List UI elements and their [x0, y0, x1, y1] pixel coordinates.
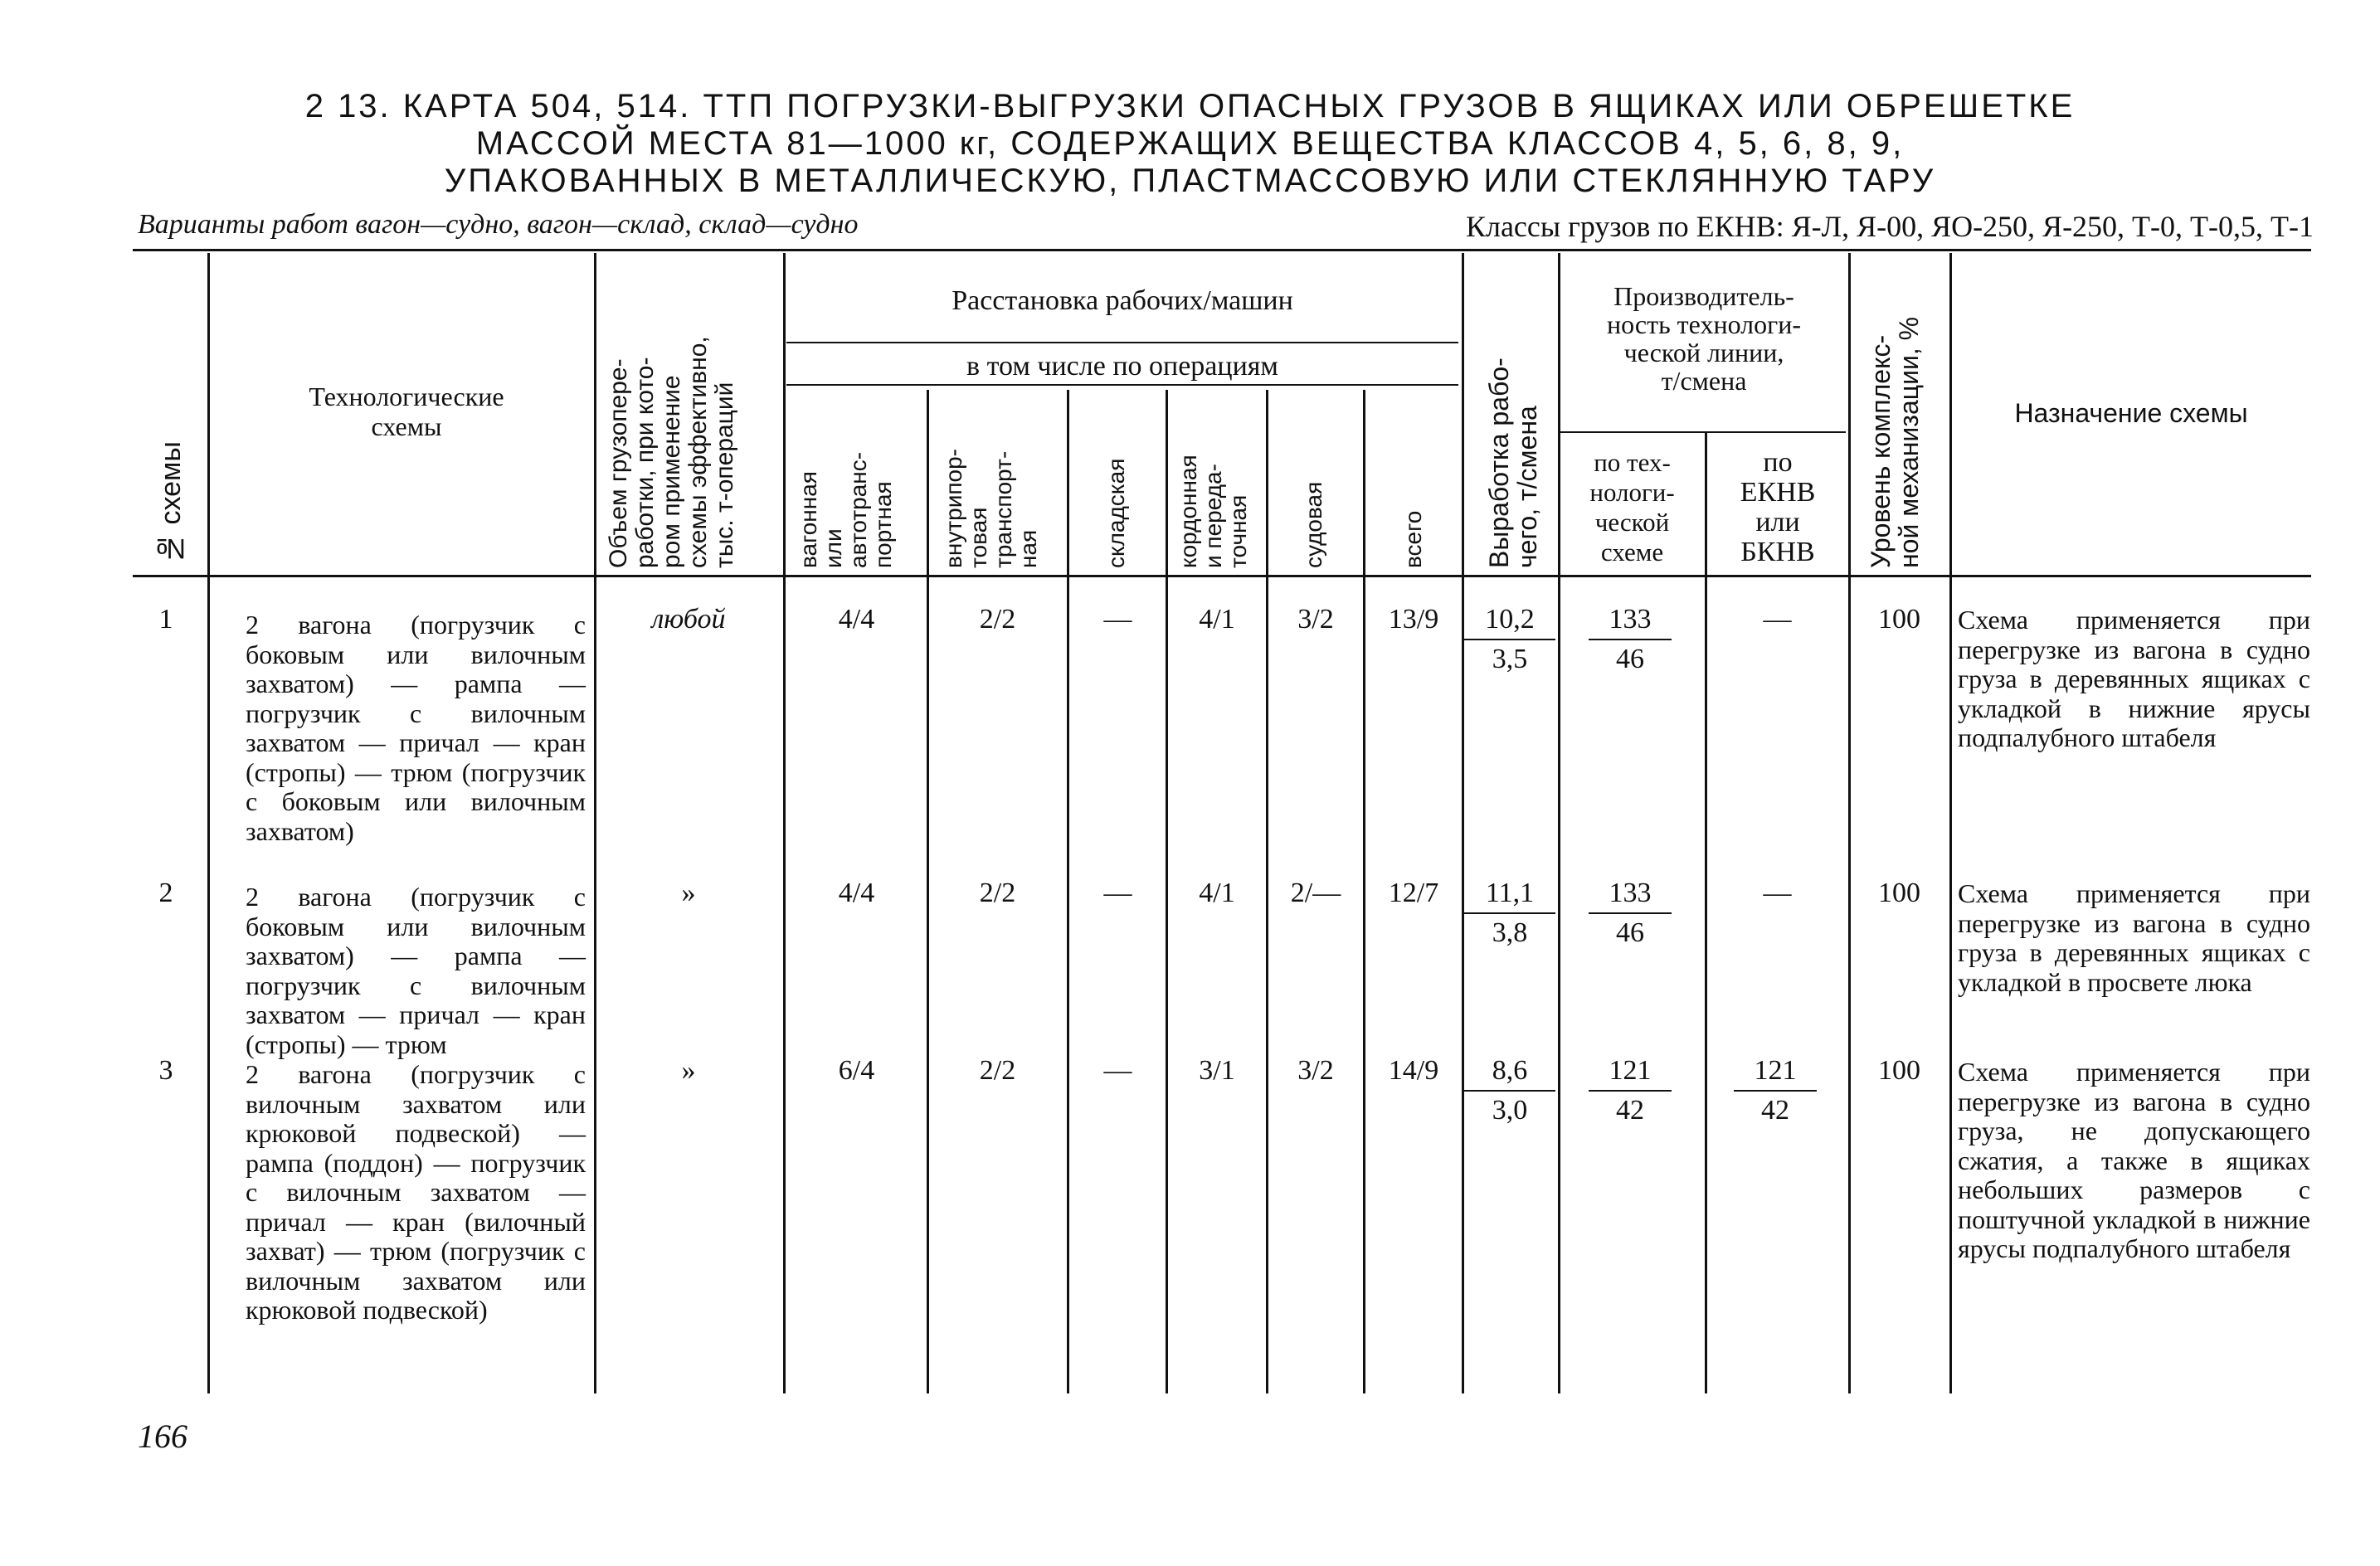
row-2-mechanization: 100 — [1878, 878, 1920, 908]
row-1-output — [1464, 604, 1555, 675]
row-1-purpose: Схема применяется при перегрузке из вагона в судно груза в деревянных ящиках с укладкой в нижние ярусы подпалубного штабеля — [1958, 605, 2310, 752]
header-purpose: Назначение схемы — [2014, 398, 2248, 428]
cargo-classes: Классы грузов по ЕКНВ: Я-Л, Я-00, ЯО-250, Я-250, Т-0, Т-0,5, Т-1 — [1465, 210, 2314, 243]
row-3-cordon: 3/1 — [1199, 1055, 1235, 1086]
row-2-scheme: 2 вагона (погрузчик с боковым или вилочным захватом) — рампа — погрузчик с вилочным захватом — причал — кран (стропы) — трюм — [246, 882, 586, 1059]
title-line-3: УПАКОВАННЫХ В МЕТАЛЛИЧЕСКУЮ, ПЛАСТМАССОВУЮ ИЛИ СТЕКЛЯННУЮ ТАРУ — [444, 163, 1936, 199]
row-2-prod-eknv: — — [1763, 878, 1792, 908]
row-1-output-bot: 3,5 — [1492, 644, 1528, 674]
row-3-warehouse: — — [1103, 1055, 1132, 1086]
header-output: Выработка рабо- чего, т/смена — [1484, 357, 1542, 568]
header-placement: Расстановка рабочих/машин — [952, 285, 1293, 316]
row-3-internal: 2/2 — [979, 1055, 1016, 1086]
row-1-no: 1 — [158, 604, 173, 635]
row-2-prod-tech — [1589, 878, 1672, 949]
row-2-prod-tech-top: 133 — [1589, 878, 1672, 914]
row-2-volume: » — [681, 878, 696, 908]
header-tech-schemes: Технологические схемы — [309, 382, 504, 441]
row-2-cordon: 4/1 — [1199, 878, 1235, 908]
row-1-wagon: 4/4 — [838, 604, 875, 635]
row-1-internal: 2/2 — [979, 604, 1016, 635]
row-1-cordon: 4/1 — [1199, 604, 1235, 635]
table-top-rule — [133, 249, 2311, 251]
row-2-output — [1464, 878, 1555, 949]
col-rule — [594, 253, 596, 1393]
row-3-prod-eknv — [1734, 1055, 1817, 1126]
row-2-output-bot: 3,8 — [1492, 917, 1528, 948]
row-2-wagon: 4/4 — [838, 878, 875, 908]
row-3-volume: » — [681, 1055, 696, 1086]
row-1-prod-tech — [1589, 604, 1672, 675]
row-3-purpose: Схема применяется при перегрузке из вагона в судно груза, не допускающего сжатия, а также в ящиках небольших размеров с поштучной укладкой в нижние ярусы подпалубного штабеля — [1958, 1057, 2310, 1263]
col-rule — [783, 253, 786, 1393]
row-2-purpose: Схема применяется при перегрузке из вагона в судно груза в деревянных ящиках с укладкой в просвете люка — [1958, 878, 2310, 997]
header-mechanization: Уровень комплекс- ной механизации, % — [1866, 316, 1924, 568]
col-rule — [1705, 433, 1707, 1393]
col-rule — [207, 253, 210, 1393]
work-variants: Варианты работ вагон—судно, вагон—склад, склад—судно — [138, 209, 859, 240]
col-rule — [1848, 253, 1851, 1393]
title-line-2: МАССОЙ МЕСТА 81—1000 кг, СОДЕРЖАЩИХ ВЕЩЕСТВА КЛАССОВ 4, 5, 6, 8, 9, — [475, 125, 1905, 162]
header-including-ops: в том числе по операциям — [966, 351, 1278, 382]
row-2-total: 12/7 — [1388, 878, 1439, 908]
row-2-output-top: 11,1 — [1464, 878, 1555, 914]
col-rule — [1949, 253, 1952, 1393]
row-1-mechanization: 100 — [1878, 604, 1920, 635]
row-2-warehouse: — — [1103, 878, 1132, 908]
row-1-output-top: 10,2 — [1464, 604, 1555, 640]
col-rule — [1558, 253, 1560, 1393]
row-2-ship: 2/— — [1290, 878, 1341, 908]
placement-sub-rule — [786, 342, 1458, 343]
row-3-prod-tech-bot: 42 — [1616, 1095, 1644, 1126]
header-scheme-no: № схемы — [155, 441, 187, 564]
row-1-prod-tech-bot: 46 — [1616, 644, 1644, 674]
row-1-prod-tech-top: 133 — [1589, 604, 1672, 640]
row-1-scheme: 2 вагона (погрузчик с боковым или вилочным захватом) — рампа — погрузчик с вилочным захватом — причал — кран (стропы) — трюм (погрузчик с боковым или вилочным захватом) — [246, 610, 586, 846]
row-1-prod-eknv: — — [1763, 604, 1792, 635]
row-3-ship: 3/2 — [1297, 1055, 1334, 1086]
header-productivity: Производитель- ность технологи- ческой линии, т/смена — [1606, 281, 1802, 396]
row-1-warehouse: — — [1103, 604, 1132, 635]
row-3-total: 14/9 — [1388, 1055, 1439, 1086]
col-rule — [1462, 253, 1464, 1393]
row-2-prod-tech-bot: 46 — [1616, 917, 1644, 948]
header-internal: внутрипор- товая транспорт- ная — [941, 448, 1041, 568]
row-3-wagon: 6/4 — [838, 1055, 875, 1086]
header-warehouse: складская — [1103, 458, 1129, 568]
header-by-eknv: по ЕКНВ или БКНВ — [1740, 447, 1816, 567]
header-total: всего — [1400, 510, 1426, 568]
header-volume: Объем грузопере- работки, при кото- ром применение схемы эффективно, тыс. т-операций — [605, 336, 738, 568]
productivity-sub-rule — [1560, 431, 1846, 433]
page-number: 166 — [138, 1418, 187, 1455]
header-wagon: вагонная или автотранс- портная — [796, 451, 896, 568]
row-3-output-top: 8,6 — [1464, 1055, 1555, 1092]
row-3-output-bot: 3,0 — [1492, 1095, 1528, 1126]
row-1-volume: любой — [651, 604, 726, 635]
col-rule — [1067, 390, 1069, 1393]
header-by-tech-scheme: по тех- нологи- ческой схеме — [1589, 448, 1675, 567]
row-1-ship: 3/2 — [1297, 604, 1334, 635]
title-line-1: 2 13. КАРТА 504, 514. ТТП ПОГРУЗКИ-ВЫГРУЗКИ ОПАСНЫХ ГРУЗОВ В ЯЩИКАХ ИЛИ ОБРЕШЕТКЕ — [304, 88, 2076, 124]
row-3-no: 3 — [158, 1055, 173, 1086]
row-3-prod-tech — [1589, 1055, 1672, 1126]
header-bottom-rule — [133, 575, 2311, 577]
row-3-prod-eknv-top: 121 — [1734, 1055, 1817, 1092]
header-ship: судовая — [1301, 481, 1326, 568]
row-3-output — [1464, 1055, 1555, 1126]
row-1-total: 13/9 — [1388, 604, 1439, 635]
row-2-internal: 2/2 — [979, 878, 1016, 908]
row-2-no: 2 — [158, 878, 173, 908]
row-3-mechanization: 100 — [1878, 1055, 1920, 1086]
header-cordon: кордонная и переда- точная — [1175, 455, 1251, 568]
row-3-prod-tech-top: 121 — [1589, 1055, 1672, 1092]
row-3-scheme: 2 вагона (погрузчик с вилочным захватом или крюковой подвеской) — рампа (поддон) — погрузчик с вилочным захватом — причал — кран (вилочный захват) — трюм (погрузчик с вилочным захватом или крюковой подвеской) — [246, 1059, 586, 1325]
row-3-prod-eknv-bot: 42 — [1761, 1095, 1789, 1126]
operations-sub-rule — [786, 384, 1458, 386]
